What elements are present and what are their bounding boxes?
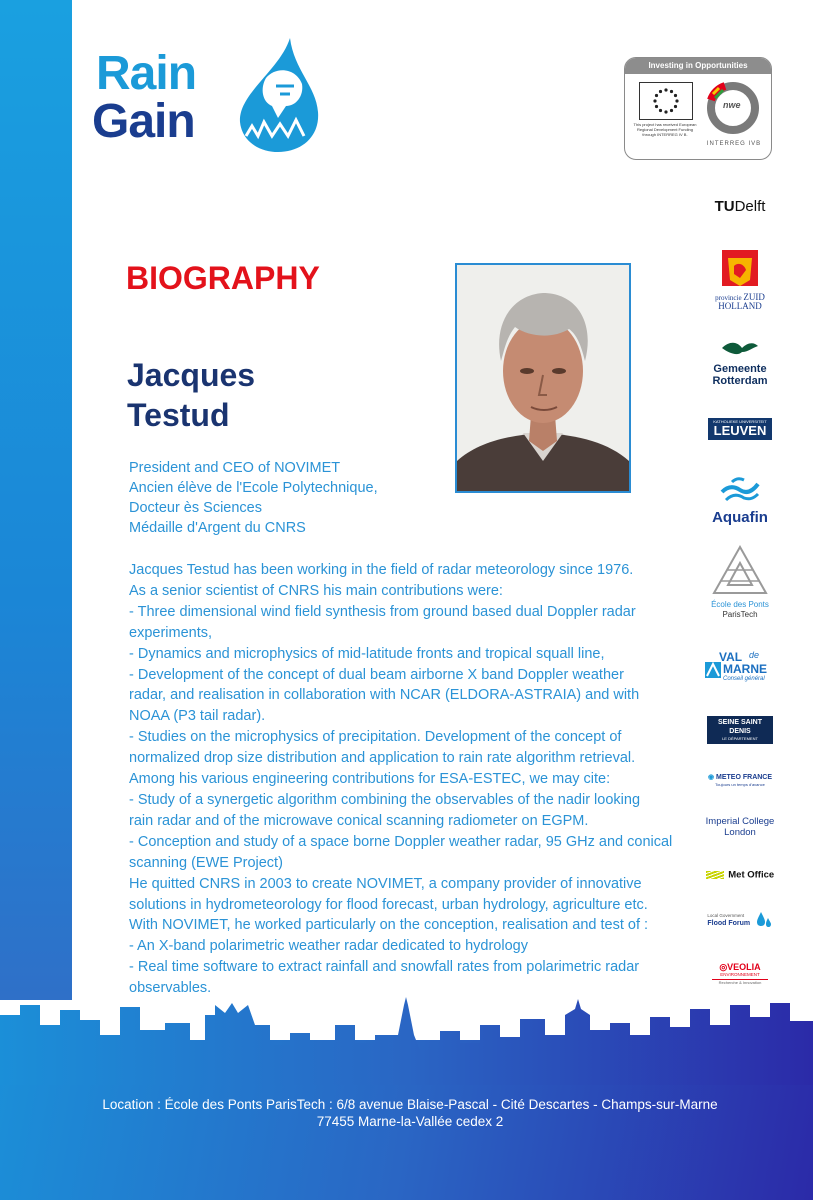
ponts-line2: ParisTech [722, 610, 758, 619]
rotterdam-line1: Gemeente [713, 363, 767, 375]
bio-line: He quitted CNRS in 2003 to create NOVIMET, a company provider of innovative [129, 875, 642, 892]
meteo-france-mark-icon: ◉ [707, 774, 715, 781]
val-de-marne-logo [695, 650, 785, 686]
rotterdam-logo [695, 338, 785, 387]
raingain-logo-gain: Gain [92, 95, 195, 148]
bio-line: Jacques Testud has been working in the field of radar meteorology since 1976. [129, 562, 634, 578]
page-title: BIOGRAPHY [126, 260, 320, 296]
ponts-line1: École des Ponts [711, 600, 769, 609]
credential-line: Docteur ès Sciences [129, 500, 262, 516]
ponts-triangle-icon [712, 545, 768, 595]
nwe-wordmark: nwe [723, 100, 741, 110]
bio-line: As a senior scientist of CNRS his main contributions were: [129, 582, 503, 599]
credential-line: Ancien élève de l'Ecole Polytechnique, [129, 480, 378, 496]
bio-line: solutions in hydrometeorology for flood forecast, urban hydrology, agriculture etc. [129, 896, 648, 913]
bio-line: - Real time software to extract rainfall and snowfall rates from polarimetric radar [129, 959, 640, 976]
footer-address [80, 1096, 740, 1130]
tudelft-tu: TU [714, 198, 735, 215]
credentials-list [129, 458, 378, 538]
imperial-college-logo [695, 816, 785, 838]
raingain-logo-rain: Rain [96, 47, 197, 100]
interreg-badge [624, 57, 772, 160]
biography-text [129, 560, 673, 999]
ssd-name: SEINE SAINT DENIS [718, 719, 762, 735]
zuid-holland-logo [695, 248, 785, 311]
flood-forum-drops-icon [755, 910, 773, 930]
bio-line: - Conception and study of a space borne Doppler weather radar, 95 GHz and conical [129, 833, 673, 850]
leuven-name: LEUVEN [713, 423, 767, 438]
bio-line: - Development of the concept of dual beam airborne X band Doppler weather [129, 666, 624, 683]
ecole-des-ponts-logo [695, 545, 785, 620]
flood-forum-logo [695, 910, 785, 930]
bio-line: normalized drop size distribution and application to rain rate algorithm retrieval. [129, 750, 636, 767]
veolia-tag: Recherche & Innovation [712, 979, 768, 986]
bio-line: radar, and realisation in collaboration with NCAR (ELDORA-ASTRAIA) and with [129, 687, 640, 704]
met-office-stripes-icon [706, 871, 724, 879]
aquafin-name: Aquafin [712, 509, 768, 526]
credential-line: Médaille d'Argent du CNRS [129, 520, 306, 536]
eu-flag-icon [639, 82, 693, 120]
seine-saint-denis-logo [695, 716, 785, 744]
flood-forum-line1: Local Government [707, 912, 745, 918]
bio-line: - Studies on the microphysics of precipitation. Development of the concept of [129, 729, 622, 746]
portrait-photo [455, 263, 631, 493]
person-first-name: Jacques [127, 357, 256, 393]
imperial-line1: Imperial College [705, 816, 775, 827]
interreg-ivb-label: INTERREG IVB [706, 141, 762, 147]
person-last-name: Testud [127, 397, 230, 433]
interreg-header: Investing in Opportunities [625, 58, 771, 74]
portrait-illustration [457, 265, 629, 491]
leuven-logo [695, 418, 785, 440]
bio-line: - Three dimensional wind field synthesis from ground based dual Doppler radar [129, 603, 636, 620]
leuven-top: KATHOLIEKE UNIVERSITEIT [713, 419, 767, 424]
bio-line: rain radar and of the microwave conical scanning radiometer on EGPM. [129, 812, 589, 829]
met-office-logo [695, 866, 785, 884]
imperial-line2: London [724, 827, 756, 838]
veolia-logo [695, 962, 785, 986]
tudelft-logo [695, 198, 785, 216]
bio-line: Among his various engineering contributions for ESA-ESTEC, we may cite: [129, 771, 611, 788]
bio-line: - Study of a synergetic algorithm combining the observables of the nadir looking [129, 791, 641, 808]
val-de-marne-de: de [749, 650, 760, 660]
flood-forum-line2: Flood Forum [707, 919, 751, 927]
meteo-france-sub: Toujours un temps d'avance [715, 782, 765, 787]
veolia-name: VEOLIA [727, 962, 761, 972]
met-office-name: Met Office [728, 869, 775, 881]
val-de-marne-sub: Conseil général [723, 676, 765, 682]
zuid-holland-holland: HOLLAND [718, 301, 762, 311]
city-skyline [0, 995, 813, 1085]
rotterdam-line2: Rotterdam [712, 375, 768, 387]
bio-line: - Dynamics and microphysics of mid-latitude fronts and tropical squall line, [129, 645, 605, 662]
veolia-circle-icon: ◎ [719, 962, 728, 972]
meteo-france-name: METEO FRANCE [716, 774, 773, 781]
water-drop-logo-icon [232, 36, 324, 154]
footer-address-line2: 77455 Marne-la-Vallée cedex 2 [316, 1114, 504, 1129]
meteo-france-logo [695, 774, 785, 787]
bio-line: - An X-band polarimetric weather radar dedicated to hydrology [129, 938, 528, 955]
bio-line: With NOVIMET, he worked particularly on the conception, realisation and test of : [129, 917, 649, 934]
val-de-marne-marne: MARNE [723, 662, 767, 676]
zuid-holland-crest-icon [720, 248, 760, 288]
bio-line: observables. [129, 980, 212, 997]
zuid-holland-zuid: ZUID [743, 292, 765, 302]
footer-address-line1: Location : École des Ponts ParisTech : 6/8 avenue Blaise-Pascal - Cité Descartes - Champs-sur-Marne [102, 1097, 718, 1112]
bio-line: scanning (EWE Project) [129, 854, 283, 871]
aquafin-waves-icon [718, 472, 762, 504]
veolia-sub: ENVIRONNEMENT [720, 972, 760, 977]
person-name [127, 355, 255, 435]
left-blue-band [0, 0, 72, 1000]
val-de-marne-mark-icon [705, 662, 721, 678]
bio-line: NOAA (P3 tail radar). [129, 708, 266, 725]
val-de-marne-val: VAL [719, 650, 743, 664]
rotterdam-bird-icon [720, 338, 760, 358]
tudelft-delft: Delft [734, 198, 766, 215]
bio-line: experiments, [129, 624, 213, 641]
ssd-sub: LE DÉPARTEMENT [722, 736, 758, 741]
aquafin-logo [695, 472, 785, 526]
zuid-holland-prefix: provincie [715, 294, 742, 302]
interreg-funding-note: This project has received European Regional Development Funding through INTERREG IV B. [633, 122, 697, 137]
credential-line: President and CEO of NOVIMET [129, 460, 341, 476]
